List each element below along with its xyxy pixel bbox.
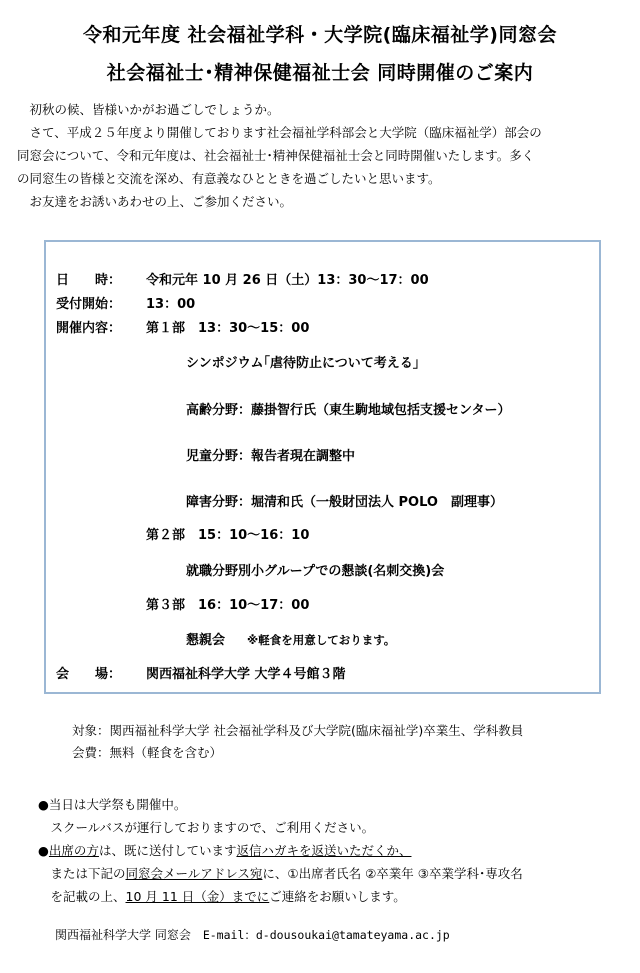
footer-org: 関西福祉科学大学 同窓会: [55, 928, 203, 942]
fee-text: 会費：無料（軽食を含む）: [72, 745, 223, 760]
email-address-reference: 同窓会メールアドレス宛: [125, 866, 263, 881]
note-text: または下記の: [38, 866, 126, 881]
note-text: に、①出席者氏名 ②卒業年 ③卒業学科･専攻名: [262, 866, 523, 881]
bullet-mark: ●: [38, 843, 49, 858]
part3-description: 懇親会: [186, 633, 226, 648]
footer-email[interactable]: E-mail：d-dousoukai@tamateyama.ac.jp: [202, 928, 450, 942]
intro-line: 同窓会について、令和元年度は、社会福祉士･精神保健福祉士会と同時開催いたします。多く: [17, 148, 535, 163]
intro-line: お友達をお誘いあわせの上、ご参加ください。: [17, 194, 293, 209]
note-text: ご連絡をお願いします。: [269, 889, 406, 904]
date-value: 令和元年 10 月 26 日（土）13：30〜17：00: [146, 273, 429, 288]
speaker-disability: 障害分野：堀清和氏（一般財団法人 POLO 副理事）: [186, 495, 503, 510]
part1-time: 第１部 13：30〜15：00: [146, 321, 310, 336]
notes-section: [38, 793, 523, 908]
venue-label: 会 場：: [56, 667, 122, 682]
event-details-box: [44, 240, 601, 694]
attendee-text: 出席の方: [48, 843, 99, 858]
title-line-2: 社会福祉士･精神保健福祉士会 同時開催のご案内: [106, 62, 534, 84]
part3-time: 第３部 16：10〜17：00: [146, 598, 310, 613]
note-line: [38, 839, 523, 862]
note-line: [38, 862, 523, 885]
part2-time: 第２部 15：10〜16：10: [146, 528, 310, 543]
symposium-title: シンポジウム｢虐待防止について考える｣: [186, 356, 420, 371]
content-label: 開催内容：: [56, 321, 122, 336]
deadline-text: 10 月 11 日（金）までに: [125, 889, 270, 904]
intro-line: の同窓生の皆様と交流を深め、有意義なひとときを過ごしたいと思います。: [17, 171, 441, 186]
part3-note: ※軽食を用意しております。: [247, 633, 396, 647]
date-label: 日 時：: [56, 273, 122, 288]
reception-label: 受付開始：: [56, 297, 122, 312]
venue-value: 関西福祉科学大学 大学４号館３階: [146, 667, 346, 682]
intro-paragraph: [17, 98, 629, 213]
intro-line: さて、平成２５年度より開催しております社会福祉学科部会と大学院（臨床福祉学）部会の: [17, 125, 542, 140]
title-line-1: 令和元年度 社会福祉学科・大学院(臨床福祉学)同窓会: [83, 24, 557, 46]
intro-line: 初秋の候、皆様いかがお過ごしでしょうか。: [17, 102, 280, 117]
note-line: ●当日は大学祭も開催中。: [38, 797, 187, 812]
note-line: [38, 885, 523, 908]
note-line: スクールバスが運行しておりますので、ご利用ください。: [38, 820, 375, 835]
footer-contact: [55, 926, 450, 943]
note-text: を記載の上、: [38, 889, 126, 904]
part2-description: 就職分野別小グループでの懇談(名刺交換)会: [186, 564, 445, 579]
return-postcard-text: 返信ハガキを返送いただくか、: [236, 843, 412, 858]
note-text: は、既に送付しています: [98, 843, 237, 858]
reception-value: 13：00: [146, 297, 196, 312]
target-text: 対象：関西福祉科学大学 社会福祉学科及び大学院(臨床福祉学)卒業生、学科教員: [72, 723, 524, 738]
audience-info: [72, 720, 523, 764]
speaker-elderly: 高齢分野：藤掛智行氏（東生駒地域包括支援センター）: [186, 403, 511, 418]
speaker-child: 児童分野：報告者現在調整中: [186, 449, 356, 464]
